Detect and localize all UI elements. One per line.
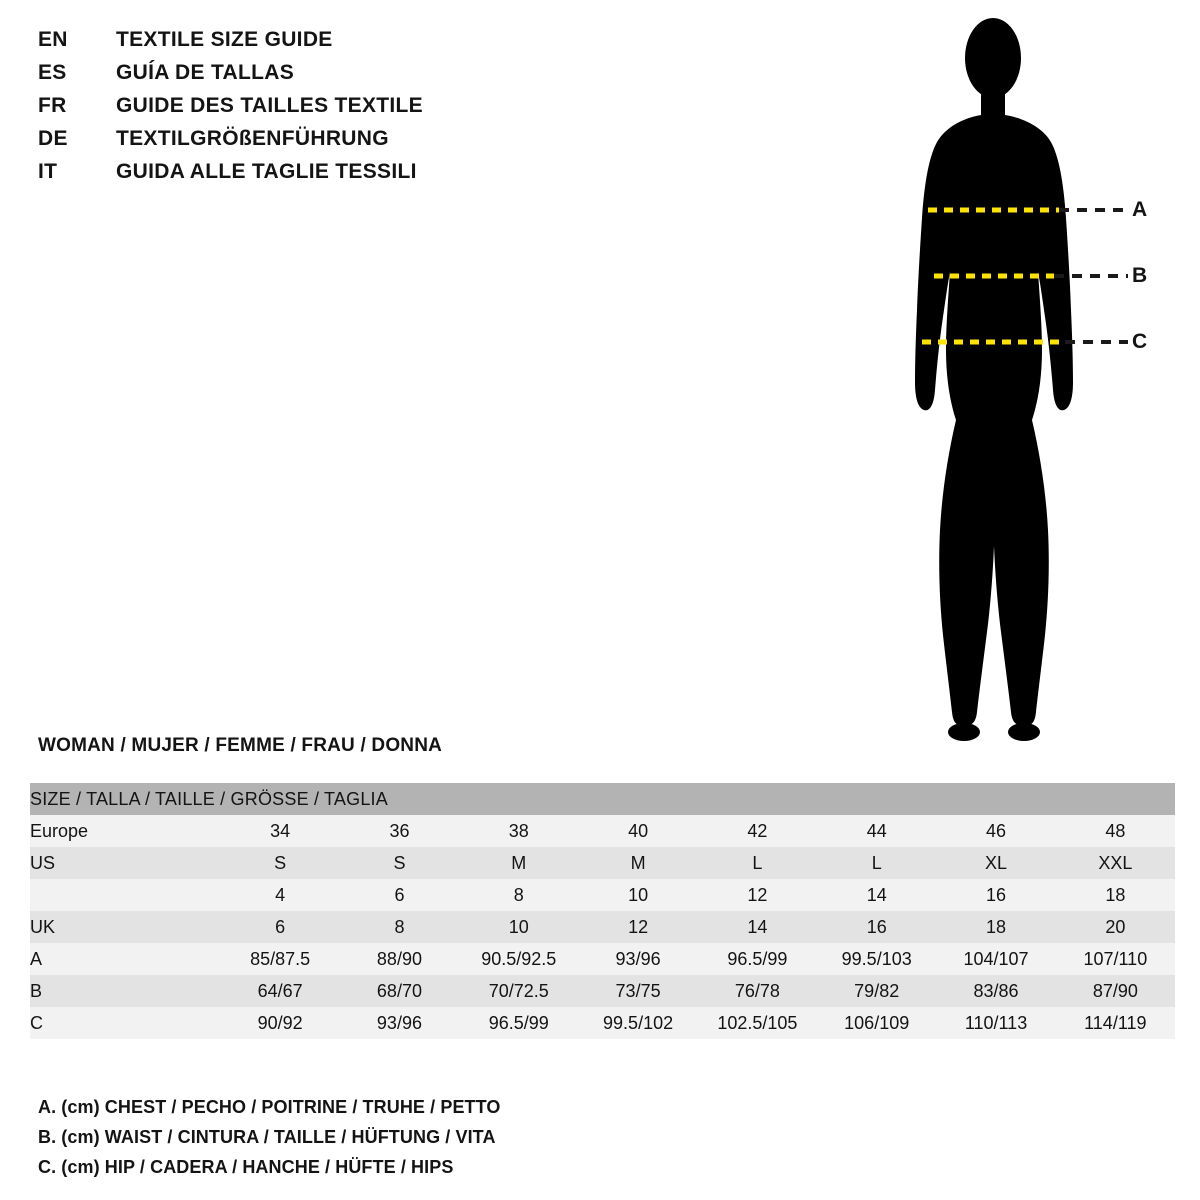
language-code: FR [38, 94, 67, 117]
table-row [30, 975, 1175, 1007]
table-cell: 14 [817, 879, 936, 911]
note-hip: C. (cm) HIP / CADERA / HANCHE / HÜFTE / HIPS [38, 1157, 454, 1177]
row-label: B [30, 975, 220, 1007]
language-row-es [38, 61, 558, 94]
table-row [30, 1007, 1175, 1039]
table-cell: M [459, 847, 578, 879]
language-title: TEXTILGRÖßENFÜHRUNG [116, 127, 389, 150]
table-cell: 10 [459, 911, 578, 943]
table-cell: 42 [698, 815, 817, 847]
table-cell: 85/87.5 [220, 943, 339, 975]
row-label: Europe [30, 815, 220, 847]
table-cell: 4 [220, 879, 339, 911]
note-chest: A. (cm) CHEST / PECHO / POITRINE / TRUHE / PETTO [38, 1097, 501, 1117]
table-cell: 76/78 [698, 975, 817, 1007]
table-cell: 102.5/105 [698, 1007, 817, 1039]
language-row-it [38, 160, 558, 193]
table-cell: S [220, 847, 339, 879]
language-code: IT [38, 160, 58, 183]
measure-label-c: C [1132, 330, 1148, 353]
table-cell: 34 [220, 815, 339, 847]
table-cell: 64/67 [220, 975, 339, 1007]
table-cell: 46 [936, 815, 1055, 847]
language-row-fr [38, 94, 558, 127]
table-cell: 93/96 [340, 1007, 459, 1039]
table-row [30, 943, 1175, 975]
table-cell: 90/92 [220, 1007, 339, 1039]
table-cell: 16 [936, 879, 1055, 911]
table-row [30, 847, 1175, 879]
table-header-label: SIZE / TALLA / TAILLE / GRÖSSE / TAGLIA [30, 783, 1175, 815]
table-cell: 36 [340, 815, 459, 847]
table-cell: 6 [340, 879, 459, 911]
table-cell: 110/113 [936, 1007, 1055, 1039]
female-silhouette-icon [860, 10, 1190, 750]
table-cell: XL [936, 847, 1055, 879]
table-cell: 107/110 [1056, 943, 1175, 975]
note-waist: B. (cm) WAIST / CINTURA / TAILLE / HÜFTUNG / VITA [38, 1127, 496, 1147]
language-title-list [38, 28, 558, 193]
row-label [30, 879, 220, 911]
table-row [30, 879, 1175, 911]
table-cell: 40 [578, 815, 697, 847]
table-cell: 12 [698, 879, 817, 911]
table-cell: 90.5/92.5 [459, 943, 578, 975]
language-code: EN [38, 28, 68, 51]
measurement-notes [38, 1092, 738, 1182]
table-cell: 8 [340, 911, 459, 943]
measure-label-a: A [1132, 198, 1148, 221]
table-cell: 18 [936, 911, 1055, 943]
table-cell: 73/75 [578, 975, 697, 1007]
language-row-de [38, 127, 558, 160]
row-label: A [30, 943, 220, 975]
table-cell: 38 [459, 815, 578, 847]
table-cell: 44 [817, 815, 936, 847]
table-cell: 83/86 [936, 975, 1055, 1007]
table-row [30, 815, 1175, 847]
table-cell: 99.5/103 [817, 943, 936, 975]
table-cell: 88/90 [340, 943, 459, 975]
table-header-row [30, 783, 1175, 815]
table-cell: 12 [578, 911, 697, 943]
table-cell: 8 [459, 879, 578, 911]
table-section-title: WOMAN / MUJER / FEMME / FRAU / DONNA [38, 735, 443, 756]
table-cell: S [340, 847, 459, 879]
table-cell: L [817, 847, 936, 879]
table-cell: 99.5/102 [578, 1007, 697, 1039]
table-cell: 18 [1056, 879, 1175, 911]
table-cell: 96.5/99 [698, 943, 817, 975]
table-cell: 10 [578, 879, 697, 911]
table-cell: 79/82 [817, 975, 936, 1007]
table-cell: 106/109 [817, 1007, 936, 1039]
language-title: GUÍA DE TALLAS [116, 61, 295, 84]
table-cell: 20 [1056, 911, 1175, 943]
table-cell: 87/90 [1056, 975, 1175, 1007]
table-cell: 96.5/99 [459, 1007, 578, 1039]
language-code: ES [38, 61, 67, 84]
language-row-en [38, 28, 558, 61]
table-cell: 104/107 [936, 943, 1055, 975]
table-cell: 48 [1056, 815, 1175, 847]
row-label: C [30, 1007, 220, 1039]
row-label: US [30, 847, 220, 879]
table-cell: 93/96 [578, 943, 697, 975]
size-table [30, 783, 1175, 1039]
row-label: UK [30, 911, 220, 943]
table-cell: 114/119 [1056, 1007, 1175, 1039]
measure-label-b: B [1132, 264, 1148, 287]
table-cell: 14 [698, 911, 817, 943]
table-cell: 6 [220, 911, 339, 943]
table-cell: 68/70 [340, 975, 459, 1007]
table-row [30, 911, 1175, 943]
language-code: DE [38, 127, 68, 150]
table-cell: 16 [817, 911, 936, 943]
table-cell: L [698, 847, 817, 879]
table-cell: 70/72.5 [459, 975, 578, 1007]
table-cell: XXL [1056, 847, 1175, 879]
language-title: GUIDE DES TAILLES TEXTILE [116, 94, 423, 117]
body-measurement-figure [860, 10, 1190, 750]
language-title: GUIDA ALLE TAGLIE TESSILI [116, 160, 417, 183]
table-cell: M [578, 847, 697, 879]
language-title: TEXTILE SIZE GUIDE [116, 28, 333, 51]
